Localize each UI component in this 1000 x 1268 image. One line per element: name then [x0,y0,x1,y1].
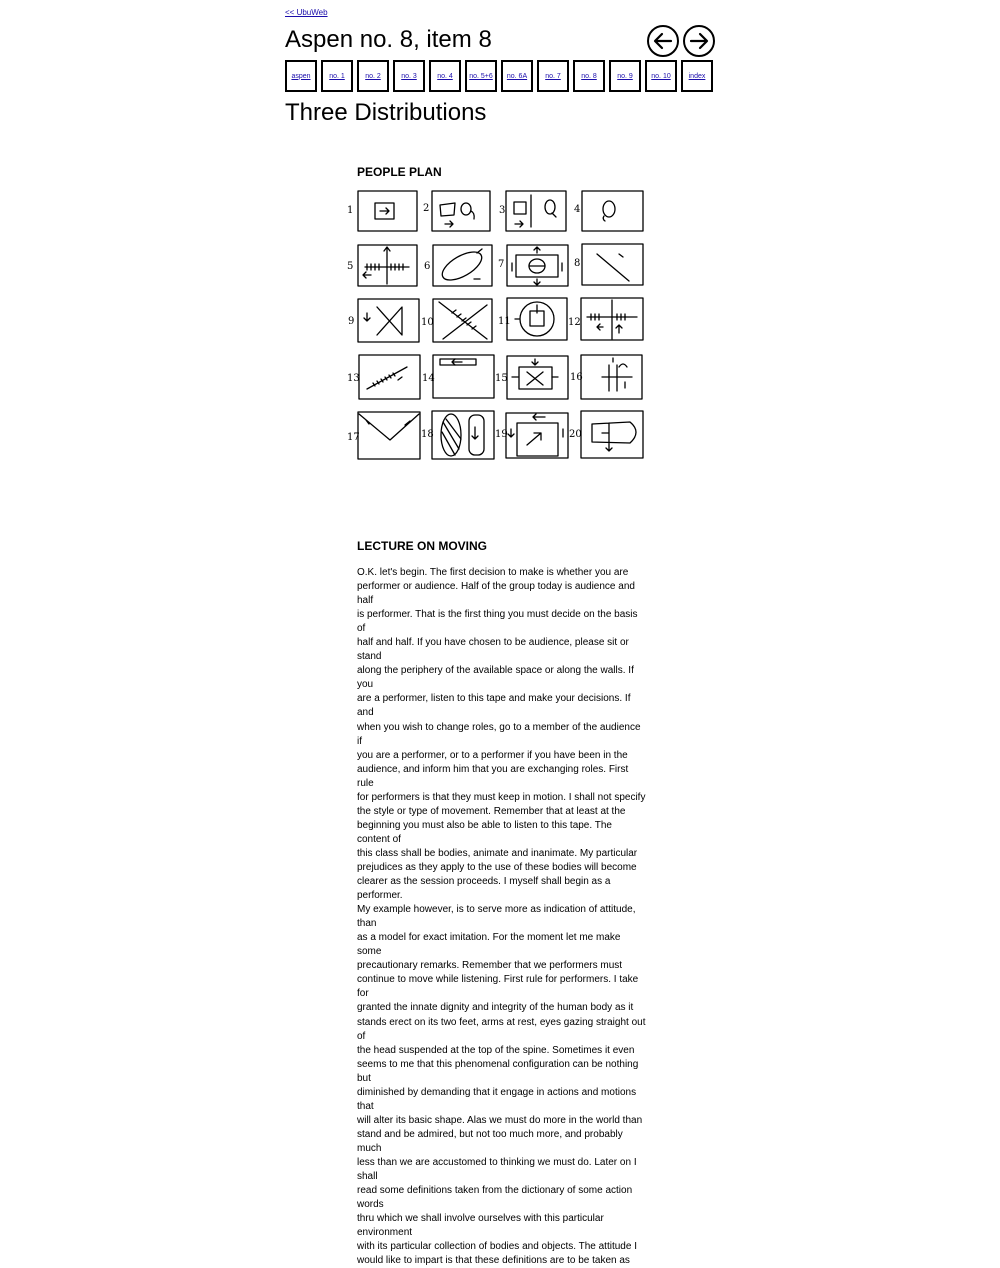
nav-item-no-8[interactable]: no. 8 [573,60,605,92]
nav-item-no-9[interactable]: no. 9 [609,60,641,92]
plan-number-13: 13 [347,373,360,384]
lecture-line: diminished by demanding that it engage in actions and motions that [357,1086,637,1112]
plan-number-1: 1 [347,205,354,216]
plan-number-11: 11 [498,316,511,327]
plan-number-12: 12 [568,317,581,328]
people-plan-drawings [347,187,647,467]
plan-number-15: 15 [495,373,508,384]
plan-number-2: 2 [423,203,430,214]
lecture-line: less than we are accustomed to thinking we must do. Later on I shall [357,1156,637,1183]
plan-number-3: 3 [499,205,506,216]
lecture-line: with its particular collection of bodies and objects. The attitude I [357,1241,637,1253]
nav-item-no-4[interactable]: no. 4 [429,60,461,92]
lecture-line: the head suspended at the top of the spine. Sometimes it even [357,1044,635,1056]
people-plan-diagram [347,187,647,467]
plan-number-14: 14 [422,373,435,384]
nav-item-no-3[interactable]: no. 3 [393,60,425,92]
lecture-line: thru which we shall involve ourselves with this particular environment [357,1213,604,1239]
lecture-line: this class shall be bodies, animate and inanimate. My particular [357,847,638,859]
lecture-text [357,566,647,1268]
lecture-line: along the periphery of the available space or along the walls. If you [357,665,634,691]
lecture-line: as a model for exact imitation. For the moment let me make some [357,932,621,958]
lecture-line: will alter its basic shape. Alas we must do more in the world than [357,1114,643,1126]
lecture-line: performer or audience. Half of the group today is audience and half [357,581,635,607]
plan-number-8: 8 [574,258,581,269]
nav-item-no-1[interactable]: no. 1 [321,60,353,92]
arrow-right-icon [688,30,710,52]
lecture-line: would like to impart is that these definitions are to be taken as [357,1255,630,1267]
nav-item-index[interactable]: index [681,60,713,92]
lecture-line: granted the innate dignity and integrity of the human body as it [357,1002,634,1014]
people-plan-heading: PEOPLE PLAN [357,165,442,179]
previous-button[interactable] [647,25,679,57]
arrow-left-icon [652,30,674,52]
plan-number-9: 9 [348,316,355,327]
lecture-line: audience, and inform him that you are exchanging roles. First rule [357,763,629,789]
page-title: Aspen no. 8, item 8 [285,26,492,53]
nav-item-no-6a[interactable]: no. 6A [501,60,533,92]
lecture-line: O.K. let's begin. The first decision to make is whether you are [357,567,629,578]
lecture-line: you are a performer, or to a performer if you have been in the [357,749,628,761]
plan-number-17: 17 [347,432,360,443]
lecture-line: read some definitions taken from the dictionary of some action words [357,1185,633,1211]
lecture-line: the style or type of movement. Remember that at least at the [357,805,626,817]
plan-number-7: 7 [498,259,505,270]
next-button[interactable] [683,25,715,57]
plan-number-4: 4 [574,204,581,215]
nav-item-no-5-6[interactable]: no. 5+6 [465,60,497,92]
lecture-line: seems to me that this phenomenal configuration can be nothing but [357,1058,639,1084]
plan-number-16: 16 [570,372,583,383]
lecture-line: precautionary remarks. Remember that we performers must [357,960,623,972]
lecture-line: half and half. If you have chosen to be audience, please sit or stand [357,637,629,663]
lecture-line: for performers is that they must keep in motion. I shall not specify [357,791,646,803]
lecture-line: is performer. That is the first thing you must decide on the basis of [357,609,638,635]
lecture-line: beginning you must also be able to listen to this tape. The content of [357,819,612,845]
lecture-line: when you wish to change roles, go to a member of the audience if [357,721,641,747]
nav-item-no-7[interactable]: no. 7 [537,60,569,92]
ubuweb-back-link[interactable]: << UbuWeb [285,8,328,17]
lecture-heading: LECTURE ON MOVING [357,539,488,553]
lecture-line: prejudices as they apply to the use of these bodies will become [357,861,637,873]
plan-number-18: 18 [421,429,434,440]
lecture-line: stands erect on its two feet, arms at rest, eyes gazing straight out of [357,1016,646,1042]
plan-number-6: 6 [424,261,431,272]
plan-number-20: 20 [569,429,582,440]
lecture-line: are a performer, listen to this tape and make your decisions. If and [357,693,631,719]
plan-number-10: 10 [421,317,434,328]
lecture-line: clearer as the session proceeds. I myself shall begin as a performer. [357,876,611,902]
nav-item-no-2[interactable]: no. 2 [357,60,389,92]
plan-number-19: 19 [495,429,508,440]
nav-item-no-10[interactable]: no. 10 [645,60,677,92]
plan-number-5: 5 [347,261,354,272]
lecture-line: My example however, is to serve more as indication of attitude, than [357,904,636,930]
lecture-line: continue to move while listening. First rule for performers. I take for [357,974,639,1000]
section-title: Three Distributions [285,99,487,126]
lecture-line: stand and be admired, but not too much more, and probably much [357,1128,623,1154]
nav-item-aspen[interactable]: aspen [285,60,317,92]
